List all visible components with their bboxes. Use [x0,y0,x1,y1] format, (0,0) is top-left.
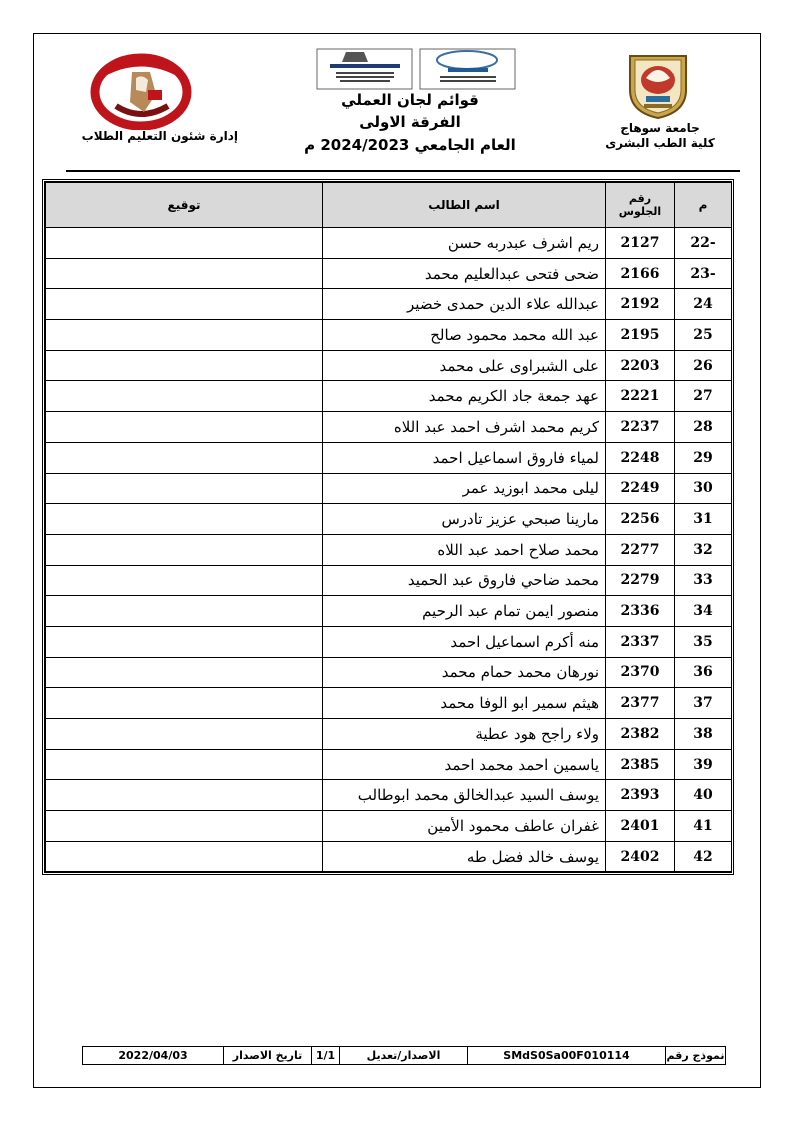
students-table-wrapper [42,179,734,875]
seat-number: 2237 [606,412,675,443]
student-name: محمد ضاحي فاروق عبد الحميد [323,565,606,596]
signature-cell [46,442,323,473]
seat-number: 2279 [606,565,675,596]
student-name: منه أكرم اسماعيل احمد [323,626,606,657]
signature-cell [46,350,323,381]
signature-cell [46,841,323,872]
signature-cell [46,473,323,504]
seat-number: 2195 [606,320,675,351]
row-number: 25 [675,320,732,351]
seat-number: 2221 [606,381,675,412]
seat-number: 2402 [606,841,675,872]
signature-cell [46,320,323,351]
student-name: ليلى محمد ابوزيد عمر [323,473,606,504]
header-student-name: اسم الطالب [323,183,606,228]
version-label: الاصدار/تعديل [339,1047,467,1064]
row-number: 28 [675,412,732,443]
student-name: مارينا صبحي عزيز تادرس [323,504,606,535]
student-name: ريم اشرف عبدربه حسن [323,228,606,259]
table-row [46,811,732,842]
table-row [46,381,732,412]
title-committees: قوائم لجان العملي [341,91,479,109]
seat-number: 2336 [606,596,675,627]
table-row [46,596,732,627]
student-name: ياسمين احمد محمد احمد [323,749,606,780]
header-signature: توقيع [46,183,323,228]
seat-number: 2401 [606,811,675,842]
seat-number: 2256 [606,504,675,535]
row-number: 30 [675,473,732,504]
signature-cell [46,228,323,259]
signature-cell [46,504,323,535]
seat-number: 2370 [606,657,675,688]
table-row [46,442,732,473]
signature-cell [46,596,323,627]
seat-number: 2337 [606,626,675,657]
seat-number: 2382 [606,719,675,750]
table-row [46,350,732,381]
row-number: 37 [675,688,732,719]
faculty-logo [76,50,206,130]
table-row [46,504,732,535]
issue-date: 2022/04/03 [118,1049,188,1062]
document-footer [82,1046,726,1065]
signature-cell [46,565,323,596]
student-name: عبد الله محمد محمود صالح [323,320,606,351]
header-num: م [675,183,732,228]
seat-number: 2192 [606,289,675,320]
table-row [46,841,732,872]
header-seat-number: رقم الجلوس [606,183,675,228]
row-number: 36 [675,657,732,688]
seat-number: 2385 [606,749,675,780]
department-name: إدارة شئون التعليم الطلاب [81,129,238,143]
row-number: 34 [675,596,732,627]
row-number: 29 [675,442,732,473]
signature-cell [46,381,323,412]
student-name: لمياء فاروق اسماعيل احمد [323,442,606,473]
table-row [46,657,732,688]
table-row [46,228,732,259]
students-table [45,182,732,872]
student-name: كريم محمد اشرف احمد عبد اللاه [323,412,606,443]
seat-number: 2377 [606,688,675,719]
row-number: 27 [675,381,732,412]
table-row [46,780,732,811]
accreditation-logos [316,48,516,90]
table-row [46,719,732,750]
signature-cell [46,657,323,688]
signature-cell [46,289,323,320]
student-name: غفران عاطف محمود الأمين [323,811,606,842]
student-name: عبدالله علاء الدين حمدى خضير [323,289,606,320]
row-number: 26 [675,350,732,381]
university-name-block [605,121,715,151]
signature-cell [46,719,323,750]
row-number: 22- [675,228,732,259]
signature-cell [46,749,323,780]
seat-number: 2127 [606,228,675,259]
table-row [46,688,732,719]
student-name: ولاء راجح هود عطية [323,719,606,750]
student-name: يوسف السيد عبدالخالق محمد ابوطالب [323,780,606,811]
row-number: 35 [675,626,732,657]
student-name: على الشبراوى على محمد [323,350,606,381]
signature-cell [46,780,323,811]
student-name: منصور ايمن تمام عبد الرحيم [323,596,606,627]
table-row [46,258,732,289]
seat-number: 2166 [606,258,675,289]
table-row [46,289,732,320]
row-number: 38 [675,719,732,750]
row-number: 24 [675,289,732,320]
faculty-name: كلية الطب البشرى [605,136,715,150]
student-name: نورهان محمد حمام محمد [323,657,606,688]
seat-number: 2203 [606,350,675,381]
row-number: 31 [675,504,732,535]
row-number: 23- [675,258,732,289]
signature-cell [46,534,323,565]
header-divider [66,170,740,172]
student-name: محمد صلاح احمد عبد اللاه [323,534,606,565]
seat-number: 2393 [606,780,675,811]
seat-number: 2249 [606,473,675,504]
seat-number: 2277 [606,534,675,565]
table-row [46,565,732,596]
table-row [46,626,732,657]
row-number: 41 [675,811,732,842]
university-name: جامعة سوهاج [620,121,700,135]
student-name: يوسف خالد فضل طه [323,841,606,872]
row-number: 40 [675,780,732,811]
version-value: 1/1 [311,1047,339,1064]
seat-number: 2248 [606,442,675,473]
table-row [46,749,732,780]
table-row [46,473,732,504]
signature-cell [46,811,323,842]
form-number-label: نموذج رقم [666,1049,725,1062]
row-number: 33 [675,565,732,596]
table-row [46,534,732,565]
table-row [46,412,732,443]
signature-cell [46,626,323,657]
signature-cell [46,688,323,719]
signature-cell [46,258,323,289]
title-year-level: الفرقة الاولى [359,113,461,131]
signature-cell [46,412,323,443]
form-number: SMdS0Sa00F010114 [467,1047,665,1064]
row-number: 42 [675,841,732,872]
university-seal-logo [626,50,690,120]
row-number: 32 [675,534,732,565]
document-titles [280,89,540,157]
row-number: 39 [675,749,732,780]
table-row [46,320,732,351]
issue-date-label: تاريخ الاصدار [223,1047,311,1064]
title-academic-year: العام الجامعي 2024/2023 م [304,136,516,154]
student-name: ضحى فتحى عبدالعليم محمد [323,258,606,289]
table-header-row [46,183,732,228]
student-name: هيثم سمير ابو الوفا محمد [323,688,606,719]
student-name: عهد جمعة جاد الكريم محمد [323,381,606,412]
